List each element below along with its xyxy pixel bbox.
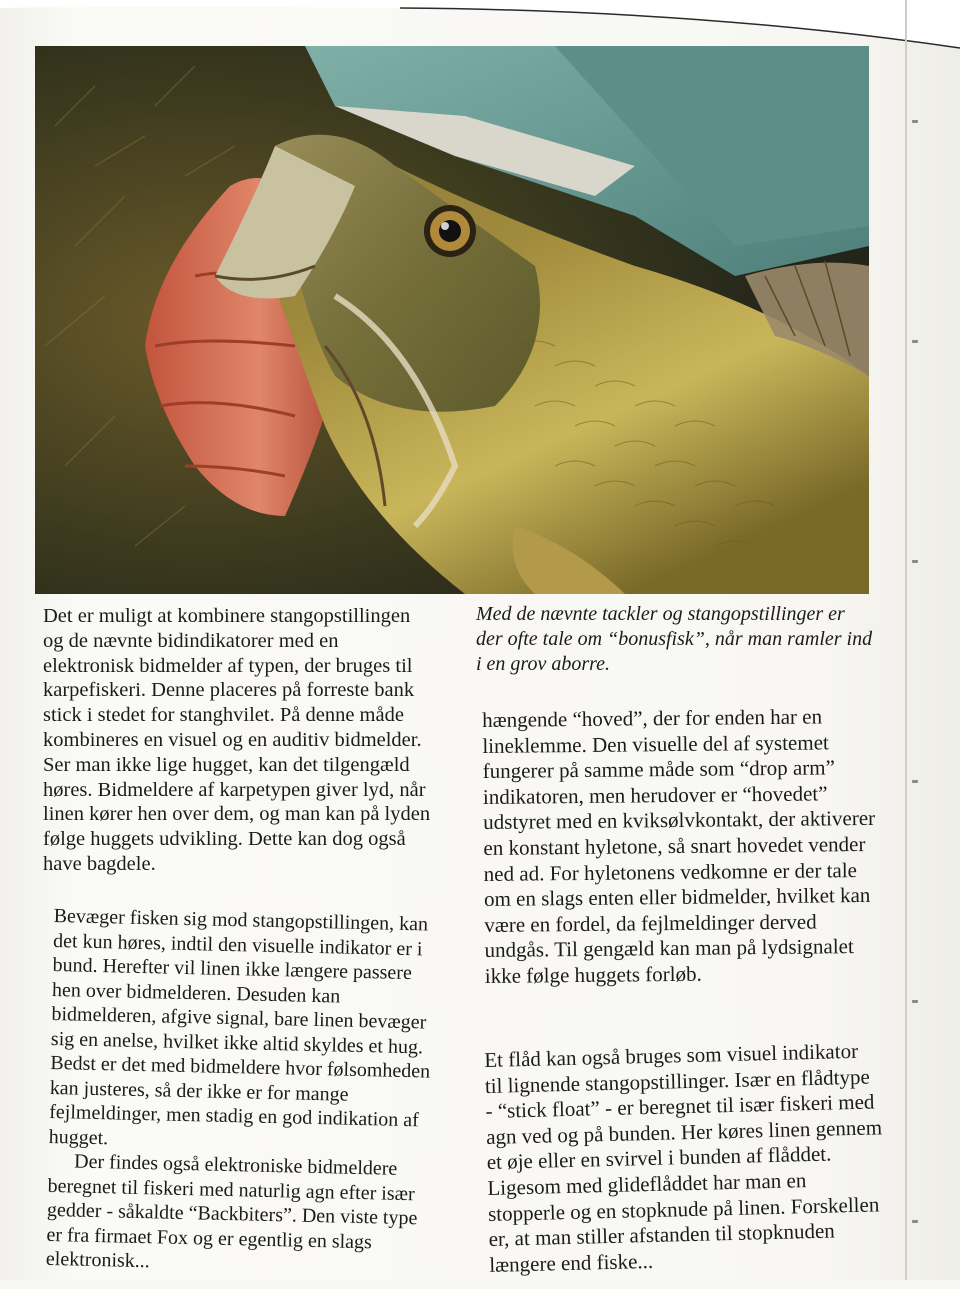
binding-stitch — [912, 560, 918, 563]
right-page-edge — [905, 0, 907, 1280]
binding-stitch — [912, 120, 918, 123]
right-paragraph-1: hængende “hoved”, der for enden har en lineklemme. Den visuelle del af systemet fungerer på samme måde som “drop arm” indikatoren, men herudover er “hovedet” udstyret med en kviksølvkontakt, der aktiverer en konstant hyletone, så snart hovedet vender ned ad. For hyletonens vedkomne er der tale om en slags enten eller bidmelder, hvilket kan være en fordel, da fejlmeldinger derved undgås. Til gengæld kan man på lydsignalet ikke følge huggets forløb. — [482, 704, 876, 988]
left-column-continued — [45, 904, 433, 1289]
binding-stitch — [912, 780, 918, 783]
perch-photo — [35, 46, 869, 594]
left-paragraph-1: Det er muligt at kombinere stangopstillingen og de nævnte bidindikatorer med en elektronisk bidmelder af typen, der bruges til karpefiskeri. Denne placeres på forreste bank stick i stedet for stanghvilet. På denne måde kombineres en visuel og en auditiv bidmelder. Ser man ikke lige hugget, kan det tilgengæld høres. Bidmeldere af karpetypen giver lyd, når linen kører hen over dem, og man kan på lyden følge huggets udvikling. Dette kan dog også have bagdele. — [43, 605, 431, 875]
left-paragraph-2: Der findes også elektroniske bidmeldere beregnet til fiskeri med naturlig agn efter især gedder - såkaldte “Backbiters”. Den viste type er fra firmaet Fox og er egentlig en slags elektronisk... — [45, 1150, 418, 1273]
left-paragraph-1b: Bevæger fisken sig mod stangopstillingen, kan det kun høres, indtil den visuelle indikator er i bund. Herefter vil linen ikke længere passere hen over bidmelderen. Desuden kan bidmelderen, afgive signal, bare linen bevæger sig en anelse, hvilket ikke altid skyldes et hug. Bedst er det med bidmeldere hvor følsomheden kan justeres, så der ikke er for mange fejlmeldinger, men stadig en god indikation af hugget. — [48, 904, 431, 1149]
right-column-continued — [484, 1038, 886, 1278]
binding-stitch — [912, 340, 918, 343]
right-column — [482, 704, 885, 1038]
binding-stitch — [912, 1000, 918, 1003]
binding-stitch — [912, 1220, 918, 1223]
photo-caption: Med de nævnte tackler og stangopstillinger er der ofte tale om “bonusfisk”, når man ramler ind i en grov aborre. — [476, 603, 873, 675]
right-paragraph-2: Et flåd kan også bruges som visuel indikator til lignende stangopstillinger. Især en flådtype - “stick float” - er beregnet til især fiskeri med agn ved og på bunden. Her køres linen gennem et øje eller en svirvel i bunden af flåddet. Ligesom med glideflåddet har man en stopperle og en stopknude på linen. Forskellen er, at man stiller afstanden til stopknuden længere end fiske... — [484, 1038, 883, 1277]
